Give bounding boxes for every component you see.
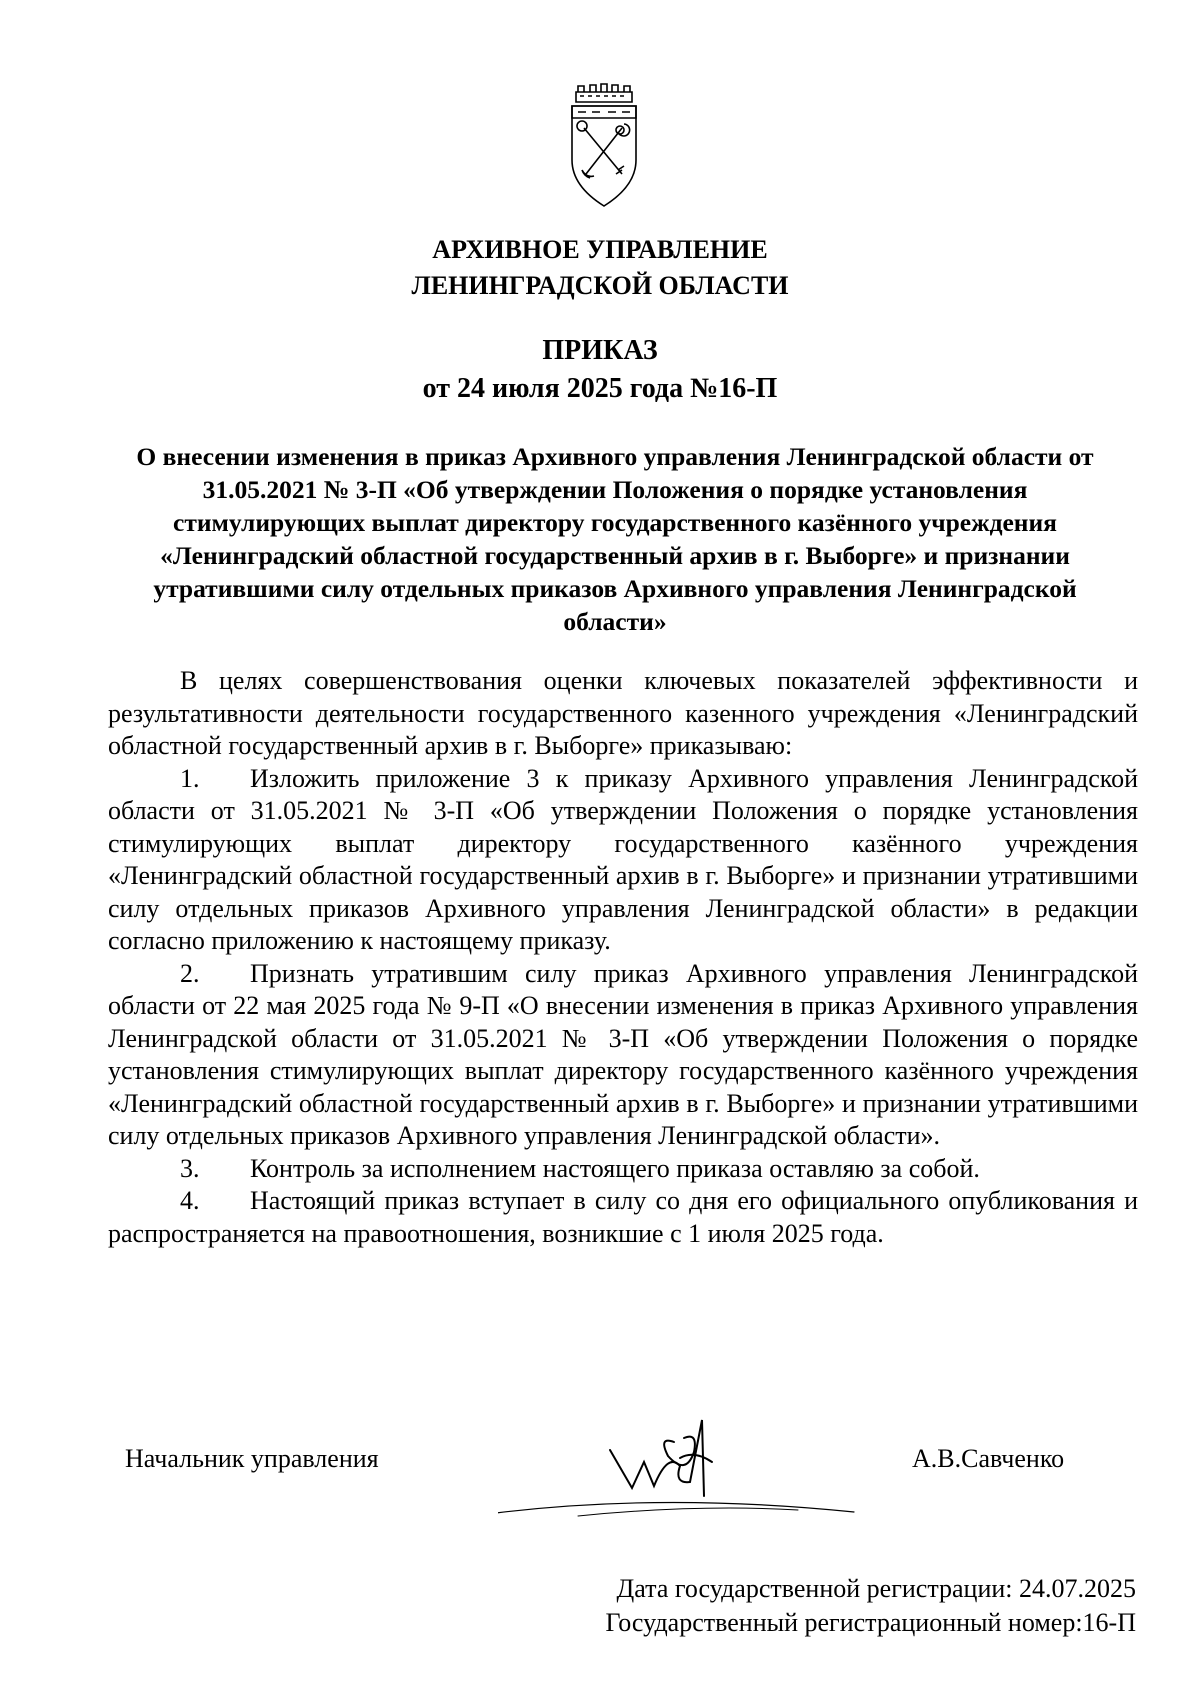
order-heading <box>0 332 1200 408</box>
order-item-number: 2. <box>180 958 200 988</box>
registration-number: Государственный регистрационный номер:16-П <box>605 1608 1136 1637</box>
order-item-text: Признать утратившим силу приказ Архивного управления Ленинградской области от 22 мая 2025 года № 9-П «О внесении изменения в приказ Архивного управления Ленинградской области от 31.05.2021 № 3-П «Об утверждении Положения о порядке установления стимулирующих выплат директору государственного казённого учреждения «Ленинградский областной государственный архив в г. Выборге» и признании утратившими силу отдельных приказов Архивного управления Ленинградской области». <box>108 958 1138 1150</box>
registration-info <box>560 1572 1136 1640</box>
order-item-number: 3. <box>180 1153 200 1183</box>
order-item-1 <box>108 763 1138 958</box>
document-date-number: от 24 июля 2025 года №16-П <box>422 373 778 404</box>
order-item-text: Контроль за исполнением настоящего приказа оставляю за собой. <box>250 1153 980 1183</box>
order-item-number: 4. <box>180 1186 200 1215</box>
organization-name-line2: ЛЕНИНГРАДСКОЙ ОБЛАСТИ <box>411 271 789 300</box>
order-item-3 <box>108 1153 1138 1186</box>
order-subject: О внесении изменения в приказ Архивного управления Ленинградской области от 31.05.2021 № 3-П «Об утверждении Положения о порядке установления стимулирующих выплат директору государственного казённого учреждения «Ленинградский областной государственный архив в г. Выборге» и признании утратившими силу отдельных приказов Архивного управления Ленинградской области» <box>136 442 1094 636</box>
order-item-number: 1. <box>180 763 200 793</box>
coat-of-arms-icon <box>568 82 640 212</box>
order-item-text: Изложить приложение 3 к приказу Архивного управления Ленинградской области от 31.05.2021 № 3-П «Об утверждении Положения о порядке установления стимулирующих выплат директору государственного казённого учреждения «Ленинградский областной государственный архив в г. Выборге» и признании утратившими силу отдельных приказов Архивного управления Ленинградской области» в редакции согласно приложению к настоящему приказу. <box>108 763 1138 955</box>
organization-name-line1: АРХИВНОЕ УПРАВЛЕНИЕ <box>432 235 768 264</box>
order-body <box>108 665 1138 1250</box>
registration-date: Дата государственной регистрации: 24.07.2025 <box>616 1574 1136 1603</box>
organization-name <box>0 232 1200 304</box>
order-item-2 <box>108 958 1138 1153</box>
handwritten-signature-icon <box>498 1392 928 1532</box>
document-type: ПРИКАЗ <box>542 335 658 366</box>
signatory-position: Начальник управления <box>125 1444 379 1473</box>
preamble-paragraph: В целях совершенствования оценки ключевых показателей эффективности и результативности деятельности государственного казенного учреждения «Ленинградский областной государственный архив в г. Выборге» приказываю: <box>108 666 1138 760</box>
order-item-text: Настоящий приказ вступает в силу со дня его официального опубликования и распространяется на правоотношения, возникшие с 1 июля 2025 года. <box>108 1186 1138 1248</box>
order-item-4 <box>108 1185 1138 1250</box>
signatory-name: А.В.Савченко <box>912 1444 1065 1473</box>
